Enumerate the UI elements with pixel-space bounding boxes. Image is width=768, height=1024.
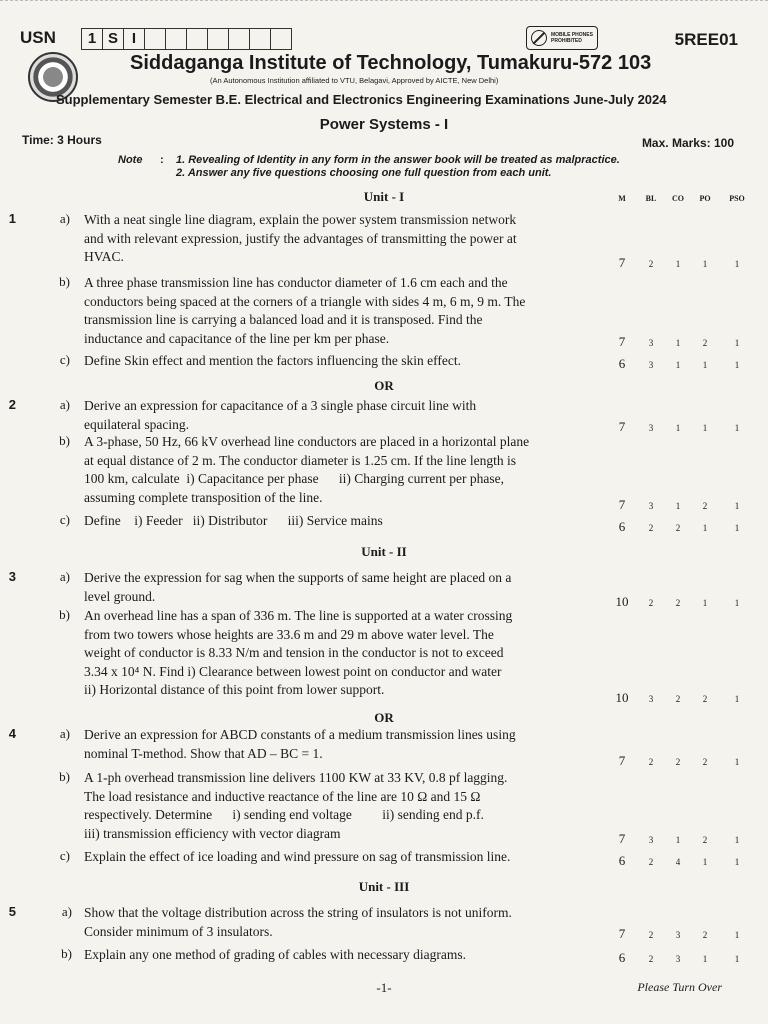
subject-title: Power Systems - I bbox=[319, 116, 449, 133]
usn-box bbox=[249, 28, 271, 50]
course-outcome: 2 bbox=[675, 694, 681, 704]
question-part: b) bbox=[59, 769, 70, 784]
program-outcome: 1 bbox=[702, 598, 708, 608]
question-number: 4 bbox=[8, 726, 16, 741]
institute-name: Siddaganga Institute of Technology, Tumakuru-572 103 bbox=[130, 52, 652, 74]
phone-notice-line: MOBILE PHONES bbox=[551, 32, 593, 38]
usn-box bbox=[207, 28, 229, 50]
usn-box bbox=[228, 28, 250, 50]
question-line: Explain the effect of ice loading and wind pressure on sag of transmission line. bbox=[84, 849, 511, 864]
unit-heading: Unit - II bbox=[361, 544, 407, 559]
question-line: and with relevant expression, justify the advantages of transmitting the power at bbox=[84, 230, 517, 246]
marks: 10 bbox=[615, 690, 629, 705]
program-outcome: 2 bbox=[702, 757, 708, 767]
marks: 7 bbox=[618, 334, 626, 349]
question-text bbox=[84, 433, 602, 507]
question-part: c) bbox=[59, 848, 70, 863]
marks: 7 bbox=[618, 419, 626, 434]
course-outcome: 1 bbox=[675, 423, 681, 433]
question-line: A three phase transmission line has conductor diameter of 1.6 cm each and the bbox=[84, 275, 508, 290]
marks: 10 bbox=[615, 594, 629, 609]
program-specific-outcome: 1 bbox=[734, 523, 740, 533]
bloom-level: 3 bbox=[648, 338, 654, 348]
note-colon: : bbox=[160, 154, 164, 166]
question-number: 2 bbox=[8, 397, 16, 412]
bloom-level: 3 bbox=[648, 694, 654, 704]
program-outcome: 1 bbox=[702, 523, 708, 533]
program-specific-outcome: 1 bbox=[734, 857, 740, 867]
course-outcome: 1 bbox=[675, 360, 681, 370]
question-line: Show that the voltage distribution across the string of insulators is not uniform. bbox=[84, 905, 512, 920]
question-part: c) bbox=[59, 512, 70, 527]
question-number: 3 bbox=[8, 569, 16, 584]
question-line: level ground. bbox=[84, 588, 156, 604]
course-outcome: 3 bbox=[675, 954, 681, 964]
col-head-co: CO bbox=[672, 194, 684, 203]
question-line: Define Skin effect and mention the factors influencing the skin effect. bbox=[84, 353, 461, 368]
usn-label: USN bbox=[20, 28, 56, 47]
program-specific-outcome: 1 bbox=[734, 930, 740, 940]
question-line: 100 km, calculate i) Capacitance per phase ii) Charging current per phase, bbox=[84, 471, 504, 486]
question-line: Consider minimum of 3 insulators. bbox=[84, 923, 273, 939]
program-specific-outcome: 1 bbox=[734, 259, 740, 269]
usn-box: 1 bbox=[81, 28, 103, 50]
bloom-level: 3 bbox=[648, 501, 654, 511]
program-specific-outcome: 1 bbox=[734, 598, 740, 608]
question-part: b) bbox=[61, 946, 72, 961]
question-line: assuming complete transposition of the line. bbox=[84, 489, 323, 505]
program-outcome: 2 bbox=[702, 835, 708, 845]
question-line: from two towers whose heights are 33.6 m and 29 m above water level. The bbox=[84, 626, 494, 642]
question-line: HVAC. bbox=[84, 249, 124, 264]
course-outcome: 2 bbox=[675, 757, 681, 767]
question-line: Derive the expression for sag when the supports of same height are placed on a bbox=[84, 570, 512, 585]
marks: 6 bbox=[618, 950, 626, 965]
question-line: inductance and capacitance of the line per km per phase. bbox=[84, 330, 390, 346]
question-line: respectively. Determine i) sending end voltage ii) sending end p.f. bbox=[84, 807, 484, 822]
usn-box bbox=[270, 28, 292, 50]
program-specific-outcome: 1 bbox=[734, 501, 740, 511]
question-line: A 3-phase, 50 Hz, 66 kV overhead line conductors are placed in a horizontal plane bbox=[84, 434, 530, 449]
marks: 6 bbox=[618, 853, 626, 868]
question-number: 1 bbox=[8, 211, 16, 226]
note-2: 2. Answer any five questions choosing one full question from each unit. bbox=[176, 167, 552, 179]
bloom-level: 2 bbox=[648, 259, 654, 269]
note-1: 1. Revealing of Identity in any form in the answer book will be treated as malpractice. bbox=[176, 154, 620, 166]
question-line: equilateral spacing. bbox=[84, 416, 189, 432]
question-part: b) bbox=[59, 607, 70, 622]
question-line: weight of conductor is 8.33 N/m and tension in the conductor is not to exceed bbox=[84, 645, 504, 660]
question-text bbox=[84, 848, 602, 867]
mobile-phones-prohibited-badge bbox=[526, 26, 598, 50]
usn-box bbox=[144, 28, 166, 50]
program-specific-outcome: 1 bbox=[734, 338, 740, 348]
program-specific-outcome: 1 bbox=[734, 694, 740, 704]
usn-boxes bbox=[82, 28, 292, 50]
program-outcome: 1 bbox=[702, 423, 708, 433]
time-allowed: Time: 3 Hours bbox=[22, 133, 102, 147]
question-line: A 1-ph overhead transmission line delivers 1100 KW at 33 KV, 0.8 pf lagging. bbox=[84, 770, 508, 785]
program-specific-outcome: 1 bbox=[734, 835, 740, 845]
program-specific-outcome: 1 bbox=[734, 954, 740, 964]
program-outcome: 1 bbox=[702, 360, 708, 370]
course-outcome: 1 bbox=[675, 501, 681, 511]
question-line: An overhead line has a span of 336 m. The line is supported at a water crossing bbox=[84, 608, 513, 623]
or-separator: OR bbox=[374, 710, 394, 725]
col-head-pso: PSO bbox=[729, 194, 745, 203]
bloom-level: 3 bbox=[648, 835, 654, 845]
phone-notice-line: PROHIBITED bbox=[551, 38, 582, 44]
question-part: b) bbox=[59, 433, 70, 448]
usn-box bbox=[165, 28, 187, 50]
program-outcome: 2 bbox=[702, 501, 708, 511]
marks: 7 bbox=[618, 926, 626, 941]
unit-heading: Unit - I bbox=[363, 189, 405, 204]
marks: 6 bbox=[618, 519, 626, 534]
bloom-level: 2 bbox=[648, 523, 654, 533]
question-line: nominal T-method. Show that AD – BC = 1. bbox=[84, 745, 323, 761]
usn-box bbox=[186, 28, 208, 50]
or-separator: OR bbox=[374, 378, 394, 393]
question-line: Derive an expression for capacitance of a 3 single phase circuit line with bbox=[84, 398, 477, 413]
usn-box: S bbox=[102, 28, 124, 50]
program-outcome: 1 bbox=[702, 259, 708, 269]
question-part: a) bbox=[59, 569, 70, 584]
no-phone-icon bbox=[531, 30, 547, 46]
page-number: -1- bbox=[376, 980, 392, 995]
question-line: Define i) Feeder ii) Distributor iii) Service mains bbox=[84, 513, 383, 528]
exam-title: Supplementary Semester B.E. Electrical and Electronics Engineering Examinations June-July 2024 bbox=[56, 92, 667, 107]
program-outcome: 2 bbox=[702, 694, 708, 704]
course-outcome: 1 bbox=[675, 835, 681, 845]
program-specific-outcome: 1 bbox=[734, 757, 740, 767]
question-line: iii) transmission efficiency with vector diagram bbox=[84, 825, 341, 841]
bloom-level: 2 bbox=[648, 757, 654, 767]
marks: 7 bbox=[618, 753, 626, 768]
question-part: a) bbox=[59, 397, 70, 412]
question-line: ii) Horizontal distance of this point from lower support. bbox=[84, 682, 385, 697]
course-outcome: 2 bbox=[675, 598, 681, 608]
marks: 7 bbox=[618, 831, 626, 846]
program-outcome: 1 bbox=[702, 857, 708, 867]
question-text bbox=[84, 769, 602, 843]
bloom-level: 2 bbox=[648, 857, 654, 867]
question-part: c) bbox=[59, 352, 70, 367]
question-text bbox=[84, 211, 602, 267]
course-outcome: 2 bbox=[675, 523, 681, 533]
top-edge bbox=[0, 0, 768, 4]
question-part: b) bbox=[59, 274, 70, 289]
question-part: a) bbox=[59, 211, 70, 226]
question-line: Derive an expression for ABCD constants of a medium transmission lines using bbox=[84, 727, 516, 742]
question-part: a) bbox=[61, 904, 72, 919]
marks: 7 bbox=[618, 255, 626, 270]
question-line: at equal distance of 2 m. The conductor diameter is 1.25 cm. If the line length is bbox=[84, 452, 516, 468]
usn-box: I bbox=[123, 28, 145, 50]
question-line: conductors being spaced at the corners of a triangle with sides 4 m, 6 m, 9 m. The bbox=[84, 293, 526, 309]
col-head-m: M bbox=[618, 194, 626, 203]
question-line: Explain any one method of grading of cables with necessary diagrams. bbox=[84, 947, 467, 962]
program-specific-outcome: 1 bbox=[734, 423, 740, 433]
question-text bbox=[84, 274, 602, 348]
bloom-level: 2 bbox=[648, 598, 654, 608]
turn-over-note: Please Turn Over bbox=[637, 980, 722, 994]
note-label: Note bbox=[118, 154, 143, 166]
question-line: transmission line is carrying a balanced load and it is transposed. Find the bbox=[84, 312, 483, 327]
marks: 6 bbox=[618, 356, 626, 371]
bloom-level: 2 bbox=[648, 954, 654, 964]
question-part: a) bbox=[59, 726, 70, 741]
program-outcome: 2 bbox=[702, 930, 708, 940]
question-number: 5 bbox=[8, 904, 16, 919]
question-text bbox=[84, 352, 602, 371]
col-head-bl: BL bbox=[645, 194, 657, 203]
col-head-po: PO bbox=[699, 194, 711, 203]
question-text bbox=[84, 607, 602, 700]
question-line: 3.34 x 10⁴ N. Find i) Clearance between lowest point on conductor and water bbox=[84, 663, 502, 679]
bloom-level: 3 bbox=[648, 423, 654, 433]
question-line: The load resistance and inductive reactance of the line are 10 Ω and 15 Ω bbox=[84, 788, 481, 804]
question-text bbox=[84, 569, 602, 606]
bloom-level: 2 bbox=[648, 930, 654, 940]
paper-code: 5REE01 bbox=[674, 30, 738, 49]
course-outcome: 4 bbox=[675, 857, 681, 867]
question-text bbox=[84, 726, 602, 763]
program-specific-outcome: 1 bbox=[734, 360, 740, 370]
program-outcome: 1 bbox=[702, 954, 708, 964]
bloom-level: 3 bbox=[648, 360, 654, 370]
course-outcome: 1 bbox=[675, 338, 681, 348]
marks: 7 bbox=[618, 497, 626, 512]
affiliation: (An Autonomous Institution affiliated to VTU, Belagavi, Approved by AICTE, New Delhi) bbox=[210, 76, 499, 85]
program-outcome: 2 bbox=[702, 338, 708, 348]
question-text bbox=[84, 397, 602, 434]
question-text bbox=[84, 512, 602, 531]
question-text bbox=[84, 946, 602, 965]
max-marks: Max. Marks: 100 bbox=[641, 136, 734, 150]
course-outcome: 1 bbox=[675, 259, 681, 269]
unit-heading: Unit - III bbox=[358, 879, 410, 894]
question-line: With a neat single line diagram, explain the power system transmission network bbox=[84, 212, 517, 227]
course-outcome: 3 bbox=[675, 930, 681, 940]
question-text bbox=[84, 904, 602, 941]
